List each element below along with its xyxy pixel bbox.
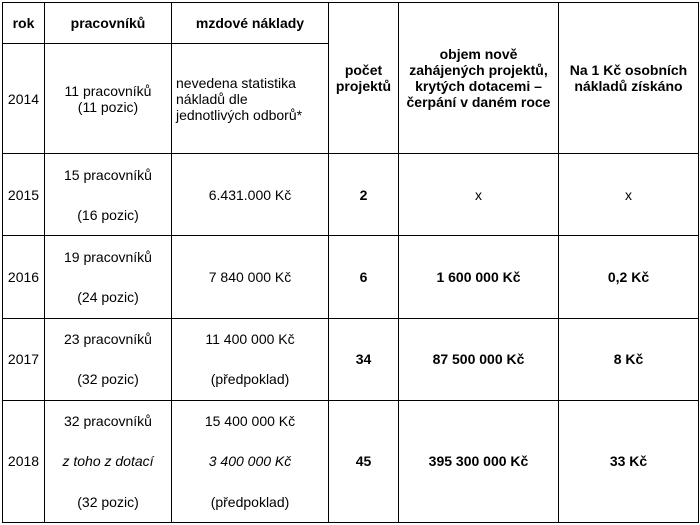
cell-per-kc: x	[559, 154, 699, 236]
costs-line2: nákladů dle	[176, 90, 248, 107]
cell-projects: 2	[329, 154, 399, 236]
costs-amount: 11 400 000 Kč	[205, 330, 295, 347]
table-row-2015	[3, 154, 699, 236]
cell-per-kc: 33 Kč	[559, 400, 699, 522]
workers-count: 19 pracovníků	[64, 248, 152, 265]
data-table	[2, 2, 699, 523]
cell-year: 2017	[3, 318, 45, 400]
cell-volume: x	[399, 154, 559, 236]
cell-projects: 6	[329, 236, 399, 318]
cell-workers	[45, 318, 172, 400]
costs-line3: jednotlivých odborů*	[176, 106, 303, 123]
workers-subsidy-note: z toho z dotací	[62, 453, 154, 470]
cell-workers	[45, 236, 172, 318]
cell-workers	[45, 400, 172, 522]
table-row-2017	[3, 318, 699, 400]
header-per-kc	[559, 3, 699, 154]
cell-year: 2014	[3, 44, 45, 154]
workers-count: 15 pracovníků	[64, 166, 152, 183]
cell-year: 2015	[3, 154, 45, 236]
positions-count: (16 pozic)	[77, 207, 139, 224]
header-volume-line4: čerpání v daném roce	[406, 94, 551, 111]
table-row-2018	[3, 400, 699, 522]
cell-per-kc: 0,2 Kč	[559, 236, 699, 318]
positions-count: (32 pozic)	[77, 371, 139, 388]
table-row-2016	[3, 236, 699, 318]
cell-volume: 87 500 000 Kč	[399, 318, 559, 400]
costs-line1: nevedena statistika	[176, 74, 296, 91]
header-project-count	[329, 3, 399, 154]
positions-count: (32 pozic)	[77, 493, 139, 510]
workers-count: 11 pracovníků	[64, 82, 152, 99]
header-project-count-line1: počet	[344, 62, 383, 79]
header-volume-line2: zahájených projektů,	[409, 62, 548, 79]
costs-note: (předpoklad)	[210, 493, 290, 510]
workers-count: 32 pracovníků	[64, 412, 152, 429]
costs-amount: 15 400 000 Kč	[204, 412, 296, 429]
cell-costs	[172, 44, 329, 154]
header-per-kc-line2: nákladů získáno	[574, 78, 683, 95]
costs-note: (předpoklad)	[210, 371, 290, 388]
costs-subsidy-amount: 3 400 000 Kč	[208, 453, 292, 470]
cell-workers	[45, 154, 172, 236]
workers-count: 23 pracovníků	[64, 330, 152, 347]
cell-costs: 7 840 000 Kč	[172, 236, 329, 318]
cell-costs	[172, 400, 329, 522]
positions-count: (11 pozic)	[77, 98, 139, 115]
cell-year: 2016	[3, 236, 45, 318]
header-salary-costs: mzdové náklady	[172, 3, 329, 44]
cell-costs	[172, 318, 329, 400]
header-workers: pracovníků	[45, 3, 172, 44]
header-volume-line1: objem nově	[439, 46, 518, 63]
header-volume-line3: krytých dotacemi –	[415, 78, 542, 95]
cell-workers	[45, 44, 172, 154]
cell-projects: 34	[329, 318, 399, 400]
cell-projects: 45	[329, 400, 399, 522]
header-row	[3, 3, 699, 44]
header-year: rok	[3, 3, 45, 44]
header-volume	[399, 3, 559, 154]
cell-volume: 1 600 000 Kč	[399, 236, 559, 318]
cell-costs: 6.431.000 Kč	[172, 154, 329, 236]
cell-volume: 395 300 000 Kč	[399, 400, 559, 522]
cell-year: 2018	[3, 400, 45, 522]
cell-per-kc: 8 Kč	[559, 318, 699, 400]
header-project-count-line2: projektů	[335, 78, 392, 95]
positions-count: (24 pozic)	[77, 289, 139, 306]
header-per-kc-line1: Na 1 Kč osobních	[569, 62, 688, 79]
